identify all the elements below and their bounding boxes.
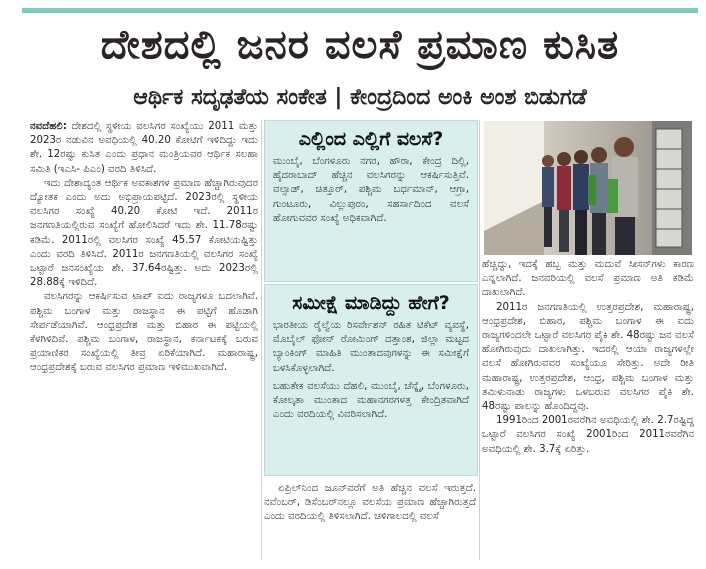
subheadline: ಆರ್ಥಿಕ ಸದೃಢತೆಯ ಸಂಕೇತ | ಕೇಂದ್ರದಿಂದ ಅಂಕಿ ಅಂಶ ಬಿಡುಗಡೆ: [133, 85, 587, 110]
dateline: ನವದೆಹಲಿ:: [30, 121, 67, 132]
paragraph-1: [30, 120, 258, 177]
headline: ದೇಶದಲ್ಲಿ ಜನರ ವಲಸೆ ಪ್ರಮಾಣ ಕುಸಿತ: [100, 22, 620, 68]
photo-illustration: [484, 121, 692, 255]
info-box-survey-method: [264, 284, 478, 476]
info-box-paragraph-1: ಭಾರತೀಯ ರೈಲ್ವೆಯ ರಿಸರ್ವೇಶನ್ ರಹಿತ ಟಿಕೆಟ್ ವ್ಯವಸ್ಥೆ, ಮೊಬೈಲ್ ಫೋನ್ ರೋಮಿಂಗ್ ದತ್ತಾಂಶ, ಜಿಲ್ಲಾ ಮಟ್ಟದ ಬ್ಯಾಂಕಿಂಗ್ ಮಾಹಿತಿ ಮುಂತಾದವುಗಳನ್ನು ಈ ಸಮೀಕ್ಷೆಗೆ ಬಳಸಿಕೊಳ್ಳಲಾಗಿದೆ.: [273, 320, 469, 374]
paragraph-1-text: ದೇಶದಲ್ಲಿ ಸ್ಥಳೀಯ ವಲಸಿಗರ ಸಂಖ್ಯೆಯು 2011 ಮತ್ತು 2023ರ ನಡುವಿನ ಅವಧಿಯಲ್ಲಿ 40.20 ಕೋಟಿಗೆ ಇಳಿದಿದ್ದು ಇದು ಶೇ. 12ರಷ್ಟು ಕುಸಿತ ಎಂದು ಪ್ರಧಾನ ಮಂತ್ರಿಯವರ ಆರ್ಥಿಕ ಸಲಹಾ ಸಮಿತಿ (ಇಎಸಿ- ಪಿಎಂ) ವರದಿ ತಿಳಿಸಿದೆ.: [30, 121, 258, 175]
info-box-title: ಸಮೀಕ್ಷೆ ಮಾಡಿದ್ದು ಹೇಗೆ?: [292, 292, 450, 314]
info-box-title: ಎಲ್ಲಿಂದ ಎಲ್ಲಿಗೆ ವಲಸೆ?: [298, 128, 444, 150]
train-passengers-photo: [484, 121, 692, 255]
paragraph-2: ಇದು ದೇಶಾದ್ಯಂತ ಆರ್ಥಿಕ ಅವಕಾಶಗಳ ಪ್ರಮಾಣ ಹೆಚ್ಚಾಗಿರುವುದರ ದ್ಯೋತಕ ಎಂದು ಅದು ಅಭಿಪ್ರಾಯಪಟ್ಟಿದೆ. 2023ರಲ್ಲಿ ಸ್ಥಳೀಯ ವಲಸಿಗರ ಸಂಖ್ಯೆ 40.20 ಕೋಟಿ ಇದೆ. 2011ರ ಜನಗಣತಿಯಲ್ಲಿರುವ ಸಂಖ್ಯೆಗೆ ಹೋಲಿಸಿದರೆ ಇದು ಶೇ. 11.78ರಷ್ಟು ಕಡಿಮೆ. 2011ರಲ್ಲಿ ವಲಸಿಗರ ಸಂಖ್ಯೆ 45.57 ಕೋಟಿಯಷ್ಟಿತ್ತು ಎಂದು ವರದಿ ತಿಳಿಸಿದೆ. 2011ರ ಜನಗಣತಿಯಲ್ಲಿ ವಲಸಿಗರ ಸಂಖ್ಯೆ ಒಟ್ಟಾರೆ ಜನಸಂಖ್ಯೆಯ ಶೇ. 37.64ರಷ್ಟಿತ್ತು. ಅದು 2023ರಲ್ಲಿ 28.88ಕ್ಕೆ ಇಳಿದಿದೆ.: [30, 177, 258, 289]
paragraph-continued: ಹೆಚ್ಚಿದ್ದು, ಇದಕ್ಕೆ ಹಬ್ಬ ಮತ್ತು ಮದುವೆ ಸೀಸನ್‌ಗಳು ಕಾರಣ ಎನ್ನಲಾಗಿದೆ. ಜನವರಿಯಲ್ಲಿ ವಲಸೆ ಪ್ರಮಾಣ ಅತಿ ಕಡಿಮೆ ದಾಖಲಾಗಿದೆ.: [482, 259, 694, 299]
column-divider: [479, 120, 480, 560]
paragraph-1991-2001: 1991ರಿಂದ 2001ರವರೆಗಿನ ಅವಧಿಯಲ್ಲಿ ಶೇ. 2.7ರಷ್ಟಿದ್ದ ಒಟ್ಟಾರೆ ವಲಸಿಗರ ಸಂಖ್ಯೆ 2001ರಿಂದ 2011ರವರೆಗಿನ ಅವಧಿಯಲ್ಲಿ ಶೇ. 3.7ಕ್ಕೆ ಏರಿತ್ತು.: [482, 415, 694, 455]
column-divider: [261, 120, 262, 560]
paragraph-continued: ಏಪ್ರಿಲ್‌ನಿಂದ ಜೂನ್‌ವರೆಗೆ ಅತಿ ಹೆಚ್ಚಿನ ವಲಸೆ ಇರುತ್ತದೆ. ನವೆಂಬರ್, ಡಿಸೆಂಬರ್‌ನಲ್ಲೂ ವಲಸೆಯ ಪ್ರಮಾಣ ಹೆಚ್ಚಾಗಿರುತ್ತದೆ ಎಂದು ವರದಿಯಲ್ಲಿ ತಿಳಿಸಲಾಗಿದೆ. ಚಳಿಗಾಲದಲ್ಲಿ ವಲಸೆ: [264, 483, 476, 523]
info-box-where-to-where: [264, 120, 478, 282]
info-box-text: ಮುಂಬೈ, ಬೆಂಗಳೂರು ನಗರ, ಹೌರಾ, ಕೇಂದ್ರ ದಿಲ್ಲಿ, ಹೈದರಾಬಾದ್ ಹೆಚ್ಚಿನ ವಲಸಿಗರನ್ನು ಆಕರ್ಷಿಸುತ್ತಿವೆ. ವಲ್ಸಾಡ್, ಚಿತ್ತೂರ್, ಪಶ್ಚಿಮ ಬರ್ಧಮಾನ್, ಆಗ್ರಾ, ಗುಂಟೂರು, ವಿಲ್ಲುಪುರಂ, ಸಹರ್ಸಾದಿಂದ ವಲಸೆ ಹೋಗುವವರ ಸಂಖ್ಯೆ ಅಧಿಕವಾಗಿದೆ.: [273, 156, 469, 224]
info-box-paragraph-2: ಬಹುತೇಕ ವಲಸೆಯು ದೆಹಲಿ, ಮುಂಬೈ, ಚೆನ್ನೈ, ಬೆಂಗಳೂರು, ಕೋಲ್ಕತಾ ಮುಂತಾದ ಮಹಾನಗರಗಳತ್ತ ಕೇಂದ್ರಿತವಾಗಿದೆ ಎಂದು ವರದಿಯಲ್ಲಿ ವಿವರಿಸಲಾಗಿದೆ.: [273, 380, 469, 421]
article-column-1: [30, 120, 258, 560]
paragraph-3: ವಲಸಿಗರನ್ನು ಆಕರ್ಷಿಸುವ ಟಾಪ್ ಐದು ರಾಜ್ಯಗಳೂ ಬದಲಾಗಿವೆ. ಪಶ್ಚಿಮ ಬಂಗಾಳ ಮತ್ತು ರಾಜಸ್ಥಾನ ಈ ಪಟ್ಟಿಗೆ ಹೊಡಾಗಿ ಸೇರ್ಪಡೆಯಾಗಿವೆ. ಆಂಧ್ರಪ್ರದೇಶ ಮತ್ತು ಬಿಹಾರ ಈ ಪಟ್ಟಿಯಲ್ಲಿ ಕೆಳಗಿಳಿದಿವೆ. ಪಶ್ಚಿಮ ಬಂಗಾಳ, ರಾಜಸ್ಥಾನ, ಕರ್ನಾಟಕಕ್ಕೆ ಬರುವ ಪ್ರಯಾಣಿಕರ ಸಂಖ್ಯೆಯಲ್ಲಿ ತೀವ್ರ ಏರಿಕೆಯಾಗಿದೆ. ಮಹಾರಾಷ್ಟ್ರ, ಆಂಧ್ರಪ್ರದೇಶಕ್ಕೆ ಬರುವ ವಲಸಿಗರ ಪ್ರಮಾಣ ಇಳಿಮುಖವಾಗಿದೆ.: [30, 291, 258, 374]
paragraph-2011-census: 2011ರ ಜನಗಣತಿಯಲ್ಲಿ ಉತ್ತರಪ್ರದೇಶ, ಮಹಾರಾಷ್ಟ್ರ, ಆಂಧ್ರಪ್ರದೇಶ, ಬಿಹಾರ, ಪಶ್ಚಿಮ ಬಂಗಾಳ ಈ ಐದು ರಾಜ್ಯಗಳಿಂದಲೇ ಒಟ್ಟಾರೆ ವಲಸಿಗರ ಪೈಕಿ ಶೇ. 48ರಷ್ಟು ಜನ ವಲಸೆ ಹೋಗಿರುವುದು ದಾಖಲಾಗಿತ್ತು. ಇದರಲ್ಲಿ ಆಯಾ ರಾಜ್ಯಗಳಲ್ಲೇ ವಲಸೆ ಹೋಗಿರುವವರ ಸಂಖ್ಯೆಯೂ ಸೇರಿತ್ತು. ಅದೇ ರೀತಿ ಮಹಾರಾಷ್ಟ್ರ, ಉತ್ತರಪ್ರದೇಶ, ಆಂಧ್ರ, ಪಶ್ಚಿಮ ಬಂಗಾಳ ಮತ್ತು ತಮಿಳುನಾಡು ರಾಜ್ಯಗಳು ಒಳಬರುವ ವಲಸಿಗರ ಪೈಕಿ ಶೇ. 48ರಷ್ಟು ಪಾಲನ್ನು ಹೊಂದಿದ್ದವು.: [482, 301, 694, 413]
article-column-3: [482, 258, 694, 558]
top-accent-bar: [22, 8, 698, 13]
article-column-2-bottom: [264, 482, 476, 562]
